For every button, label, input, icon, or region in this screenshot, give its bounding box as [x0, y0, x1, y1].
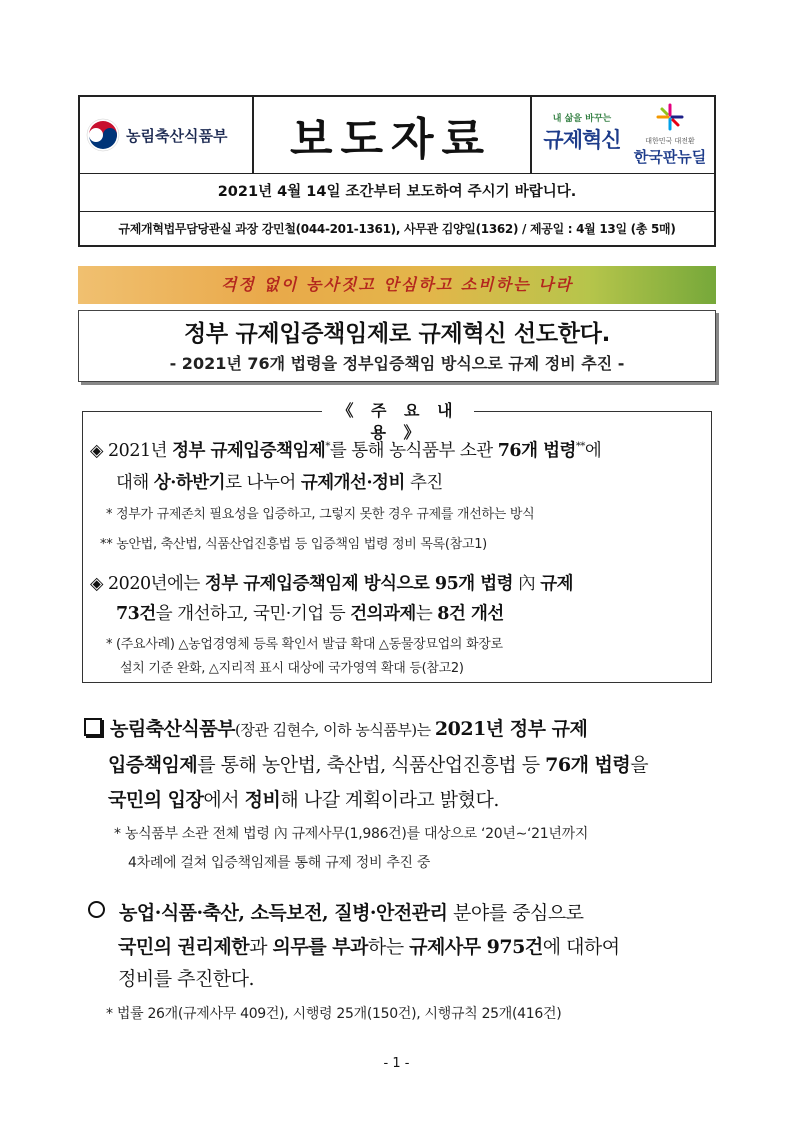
- key-contents-label: 《 주 요 내 용 》: [322, 400, 474, 422]
- key-item-1-note-1: * 정부가 규제존치 필요성을 입증하고, 그렇지 못한 경우 규제를 개선하는 방식: [106, 507, 535, 522]
- key-item-1-note-2: ** 농안법, 축산법, 식품산업진흥법 등 입증책임 법령 정비 목록(참고1): [100, 537, 487, 552]
- body-paragraph-2-line-3: 정비를 추진한다.: [118, 968, 255, 990]
- embargo-notice: 2021년 4월 14일 조간부터 보도하여 주시기 바랍니다.: [217, 184, 577, 200]
- checkbox-bullet-icon: [84, 718, 102, 736]
- regulation-reform-logo: [542, 105, 622, 165]
- header-table: [78, 95, 716, 247]
- headline: 정부 규제입증책임제로 규제혁신 선도한다.: [183, 321, 611, 347]
- diamond-bullet-icon: ◈: [90, 441, 103, 461]
- new-deal-logo-tagline: 대한민국 대전환: [645, 137, 695, 145]
- key-item-1-line-1: ◈ 2021년 정부 규제입증책임제*를 통해 농식품부 소관 76개 법령**에: [90, 441, 602, 461]
- slogan-text: 걱정 없이 농사짓고 안심하고 소비하는 나라: [220, 275, 574, 294]
- body-paragraph-2-note: * 법률 26개(규제사무 409건), 시행령 25개(150건), 시행규칙 25개(416건): [106, 1006, 562, 1022]
- slogan-banner: [78, 266, 716, 304]
- page-number: - 1 -: [383, 1056, 410, 1071]
- body-paragraph-1-line-2: 입증책임제를 통해 농안법, 축산법, 식품산업진흥법 등 76개 법령을: [108, 754, 649, 776]
- key-item-2-note-1: * (주요사례) △농업경영체 등록 확인서 발급 확대 △동물장묘업의 화장로: [106, 637, 503, 652]
- key-item-2-line-1: ◈ 2020년에는 정부 규제입증책임제 방식으로 95개 법령 內 규제: [90, 574, 574, 594]
- body-paragraph-1-note-1: * 농식품부 소관 전체 법령 內 규제사무(1,986건)를 대상으로 ‘20년∼‘21년까지: [114, 826, 589, 842]
- header-top-row: [80, 97, 714, 174]
- diamond-bullet-icon: ◈: [90, 574, 103, 594]
- press-release-title: 보도자료: [289, 114, 492, 165]
- new-deal-logo-text: 한국판뉴딜: [633, 148, 707, 166]
- new-deal-star-icon: [656, 103, 684, 131]
- headline-box: [78, 310, 716, 382]
- body-paragraph-2-line-1: 농업·식품·축산, 소득보전, 질병·안전관리 분야를 중심으로: [88, 898, 584, 925]
- body-paragraph-1-note-2: 4차례에 걸쳐 입증책임제를 통해 규제 정비 추진 중: [128, 855, 431, 871]
- body-paragraph-1-line-3: 국민의 입장에서 정비해 나갈 계획이라고 밝혔다.: [108, 789, 499, 811]
- taeguk-icon: [86, 118, 120, 152]
- key-item-2-line-2: 73건을 개선하고, 국민·기업 등 건의과제는 8건 개선: [116, 604, 504, 624]
- reform-logo-text: 규제혁신: [543, 128, 621, 152]
- body-paragraph-1-line-1: 농림축산식품부(장관 김현수, 이하 농식품부)는 2021년 정부 규제: [84, 714, 587, 741]
- subheadline: - 2021년 76개 법령을 정부입증책임 방식으로 규제 정비 추진 -: [169, 354, 625, 373]
- ministry-logo: [86, 111, 246, 159]
- circle-bullet-icon: [88, 901, 105, 918]
- ministry-name: 농림축산식품부: [126, 126, 228, 145]
- header-divider: [252, 97, 254, 173]
- contact-info: 규제개혁법무담당관실 과장 강민철(044-201-1361), 사무관 김양일(1362) / 제공일 : 4월 13일 (총 5매): [118, 222, 676, 236]
- body-paragraph-2-line-2: 국민의 권리제한과 의무를 부과하는 규제사무 975건에 대하여: [118, 936, 620, 958]
- reform-logo-tagline: 내 삶을 바꾸는: [552, 114, 612, 124]
- korean-new-deal-logo: [628, 103, 712, 167]
- contact-row: [80, 211, 714, 247]
- header-divider: [530, 97, 532, 173]
- key-item-2-note-2: 설치 기준 완화, △지리적 표시 대상에 국가영역 확대 등(참고2): [120, 661, 464, 676]
- embargo-row: [80, 173, 714, 212]
- key-item-1-line-2: 대해 상·하반기로 나누어 규제개선·정비 추진: [116, 473, 443, 493]
